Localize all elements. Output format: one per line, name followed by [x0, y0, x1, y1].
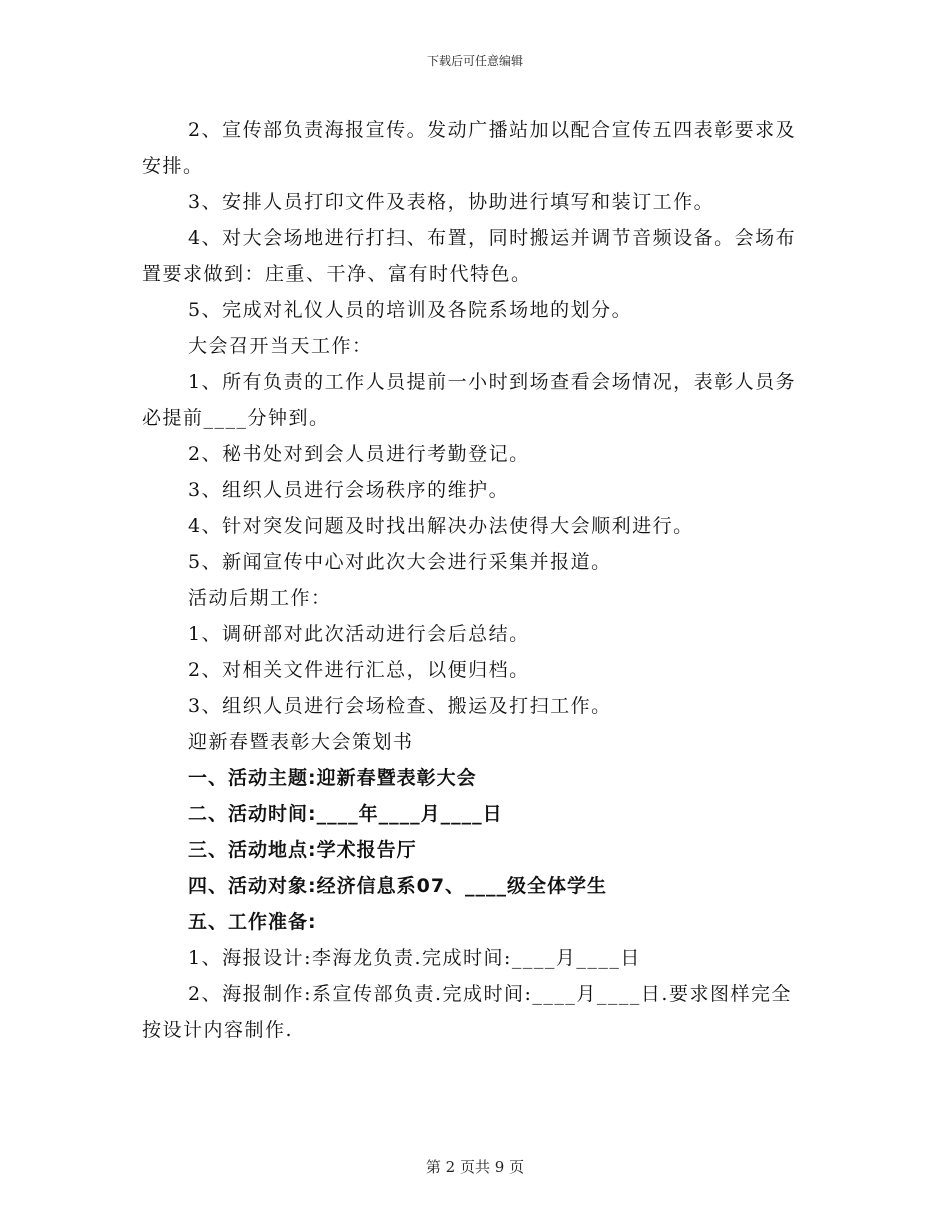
poster-design: 1、海报设计:李海龙负责.完成时间:____月____日 — [188, 947, 641, 969]
paragraph-14: 3、组织人员进行会场检查、搬运及打扫工作。 — [188, 695, 612, 717]
paragraph-13: 2、对相关文件进行汇总，以便归档。 — [188, 659, 530, 681]
paragraph-6: 1、所有负责的工作人员提前一小时到场查看会场情况，表彰人员务必提前____分钟到。 — [142, 371, 797, 429]
poster-production: 2、海报制作:系宣传部负责.完成时间:____月____日.要求图样完全按设计内容制作. — [142, 983, 792, 1041]
section-heading-meeting-day: 大会召开当天工作： — [188, 335, 373, 357]
paragraph-3: 4、对大会场地进行打扫、布置，同时搬运并调节音频设备。会场布置要求做到：庄重、干净、富有时代特色。 — [142, 227, 797, 285]
document-body — [142, 112, 806, 1048]
paragraph-4: 5、完成对礼仪人员的培训及各院系场地的划分。 — [188, 299, 633, 321]
paragraph-7: 2、秘书处对到会人员进行考勤登记。 — [188, 443, 530, 465]
section-heading-post-activity: 活动后期工作： — [188, 587, 332, 609]
activity-theme: 一、活动主题:迎新春暨表彰大会 — [188, 767, 477, 789]
paragraph-8: 3、组织人员进行会场秩序的维护。 — [188, 479, 510, 501]
document-subtitle: 迎新春暨表彰大会策划书 — [188, 731, 414, 753]
paragraph-12: 1、调研部对此次活动进行会后总结。 — [188, 623, 530, 645]
work-preparation-heading: 五、工作准备: — [188, 911, 317, 933]
activity-audience: 四、活动对象:经济信息系07、____级全体学生 — [188, 875, 608, 897]
paragraph-2: 3、安排人员打印文件及表格，协助进行填写和装订工作。 — [188, 191, 715, 213]
paragraph-1: 2、宣传部负责海报宣传。发动广播站加以配合宣传五四表彰要求及安排。 — [142, 119, 797, 177]
activity-time: 二、活动时间:____年____月____日 — [188, 803, 503, 825]
activity-location: 三、活动地点:学术报告厅 — [188, 839, 417, 861]
page-footer: 第 2 页共 9 页 — [425, 1158, 525, 1176]
paragraph-10: 5、新闻宣传中心对此次大会进行采集并报道。 — [188, 551, 612, 573]
paragraph-9: 4、针对突发问题及时找出解决办法使得大会顺利进行。 — [188, 515, 694, 537]
page-header: 下载后可任意编辑 — [426, 54, 523, 68]
